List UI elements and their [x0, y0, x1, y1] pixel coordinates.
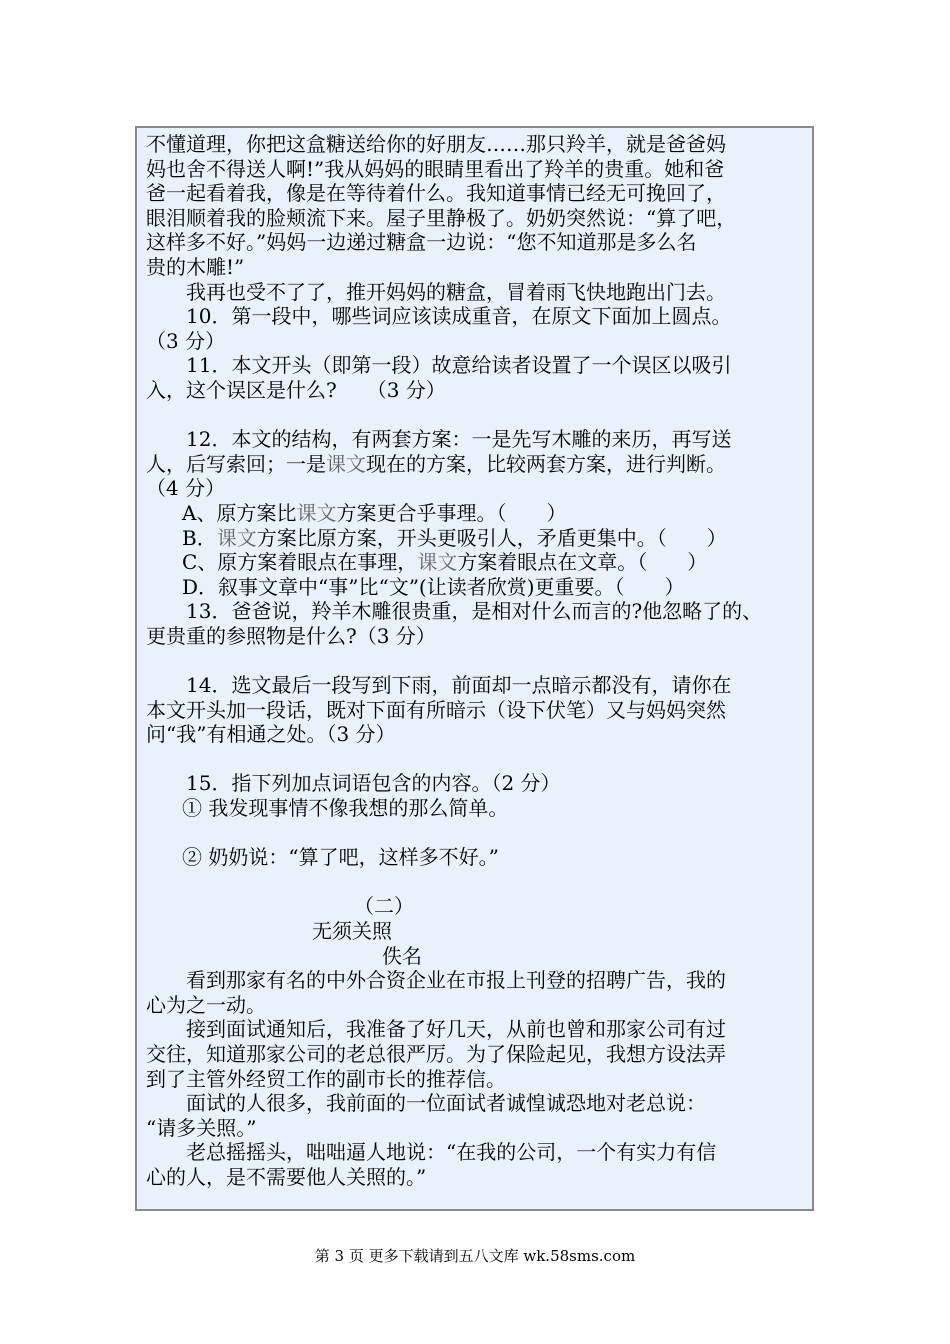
text-line: 我再也受不了了，推开妈妈的糖盒，冒着雨飞快地跑出门去。: [186, 279, 726, 304]
text-line: 接到面试通知后，我准备了好几天，从前也曾和那家公司有过: [186, 1017, 726, 1042]
text-line: 心为之一动。: [146, 992, 266, 1017]
question-15: 15．指下列加点词语包含的内容。（2 分）: [186, 771, 561, 796]
question-14: 14．选文最后一段写到下雨，前面却一点暗示都没有，请你在: [186, 673, 732, 698]
page-footer: 第 3 页 更多下载请到五八文库 wk.58sms.com: [314, 1247, 636, 1265]
question-15-item-1: ① 我发现事情不像我想的那么简单。: [182, 796, 509, 821]
text-line: 看到那家有名的中外合资企业在市报上刊登的招聘广告，我的: [186, 968, 726, 993]
option-a: A、原方案比课文方案更合乎事理。（ ）: [182, 500, 567, 525]
section-number: （二）: [354, 894, 414, 919]
question-15-item-2: ② 奶奶说：“算了吧，这样多不好。”: [182, 845, 499, 870]
text-line: 到了主管外经贸工作的副市长的推荐信。: [146, 1066, 506, 1091]
document-body: [146, 132, 806, 1190]
question-12: 12．本文的结构，有两套方案：一是先写木雕的来历，再写送: [186, 427, 732, 452]
question-11: 11．本文开头（即第一段）故意给读者设置了一个误区以吸引: [186, 353, 732, 378]
text-line: 妈也舍不得送人啊!”我从妈妈的眼睛里看出了羚羊的贵重。她和爸: [146, 156, 725, 181]
question-12-cont: 人，后写索回；一是课文现在的方案，比较两套方案，进行判断。: [146, 451, 726, 476]
text-line: 交往，知道那家公司的老总很严厉。为了保险起见，我想方设法弄: [146, 1041, 726, 1066]
question-12-score: （4 分）: [146, 476, 226, 501]
question-13: 13．爸爸说，羚羊木雕很贵重，是相对什么而言的?他忽略了的、: [186, 599, 763, 624]
question-14-cont: 问“我”有相通之处。（3 分）: [146, 722, 396, 747]
story-author: 佚名: [382, 943, 422, 968]
option-d: D．叙事文章中“事”比“文”(让读者欣赏)更重要。（ ）: [182, 574, 685, 599]
text-line: “请多关照。”: [146, 1115, 257, 1140]
text-line: 老总摇摇头，咄咄逼人地说：“在我的公司，一个有实力有信: [186, 1140, 717, 1165]
text-line: 不懂道理，你把这盒糖送给你的好朋友……那只羚羊，就是爸爸妈: [146, 132, 726, 156]
text-line: 面试的人很多，我前面的一位面试者诚惶诚恐地对老总说：: [186, 1091, 706, 1116]
text-line: 爸一起看着我，像是在等待着什么。我知道事情已经无可挽回了，: [146, 181, 726, 206]
text-line: 这样多不好。”妈妈一边递过糖盒一边说：“您不知道那是多么名: [146, 230, 697, 255]
question-14-cont: 本文开头加一段话，既对下面有所暗示（设下伏笔）又与妈妈突然: [146, 697, 726, 722]
question-10: 10．第一段中，哪些词应该读成重音，在原文下面加上圆点。: [186, 304, 732, 329]
option-b: B．课文方案比原方案，开头更吸引人，矛盾更集中。（ ）: [182, 525, 727, 550]
text-line: 贵的木雕!”: [146, 254, 245, 279]
option-c: C、原方案着眼点在事理，课文方案着眼点在文章。（ ）: [182, 550, 708, 575]
story-title: 无须关照: [312, 919, 392, 943]
text-line: 眼泪顺着我的脸颊流下来。屋子里静极了。奶奶突然说：“算了吧，: [146, 205, 737, 230]
text-line: 心的人，是不需要他人关照的。”: [146, 1164, 427, 1189]
question-11-cont: 入，这个误区是什么? （3 分）: [146, 377, 446, 402]
question-10-cont: （3 分）: [146, 328, 226, 353]
question-13-cont: 更贵重的参照物是什么?（3 分）: [146, 623, 436, 648]
